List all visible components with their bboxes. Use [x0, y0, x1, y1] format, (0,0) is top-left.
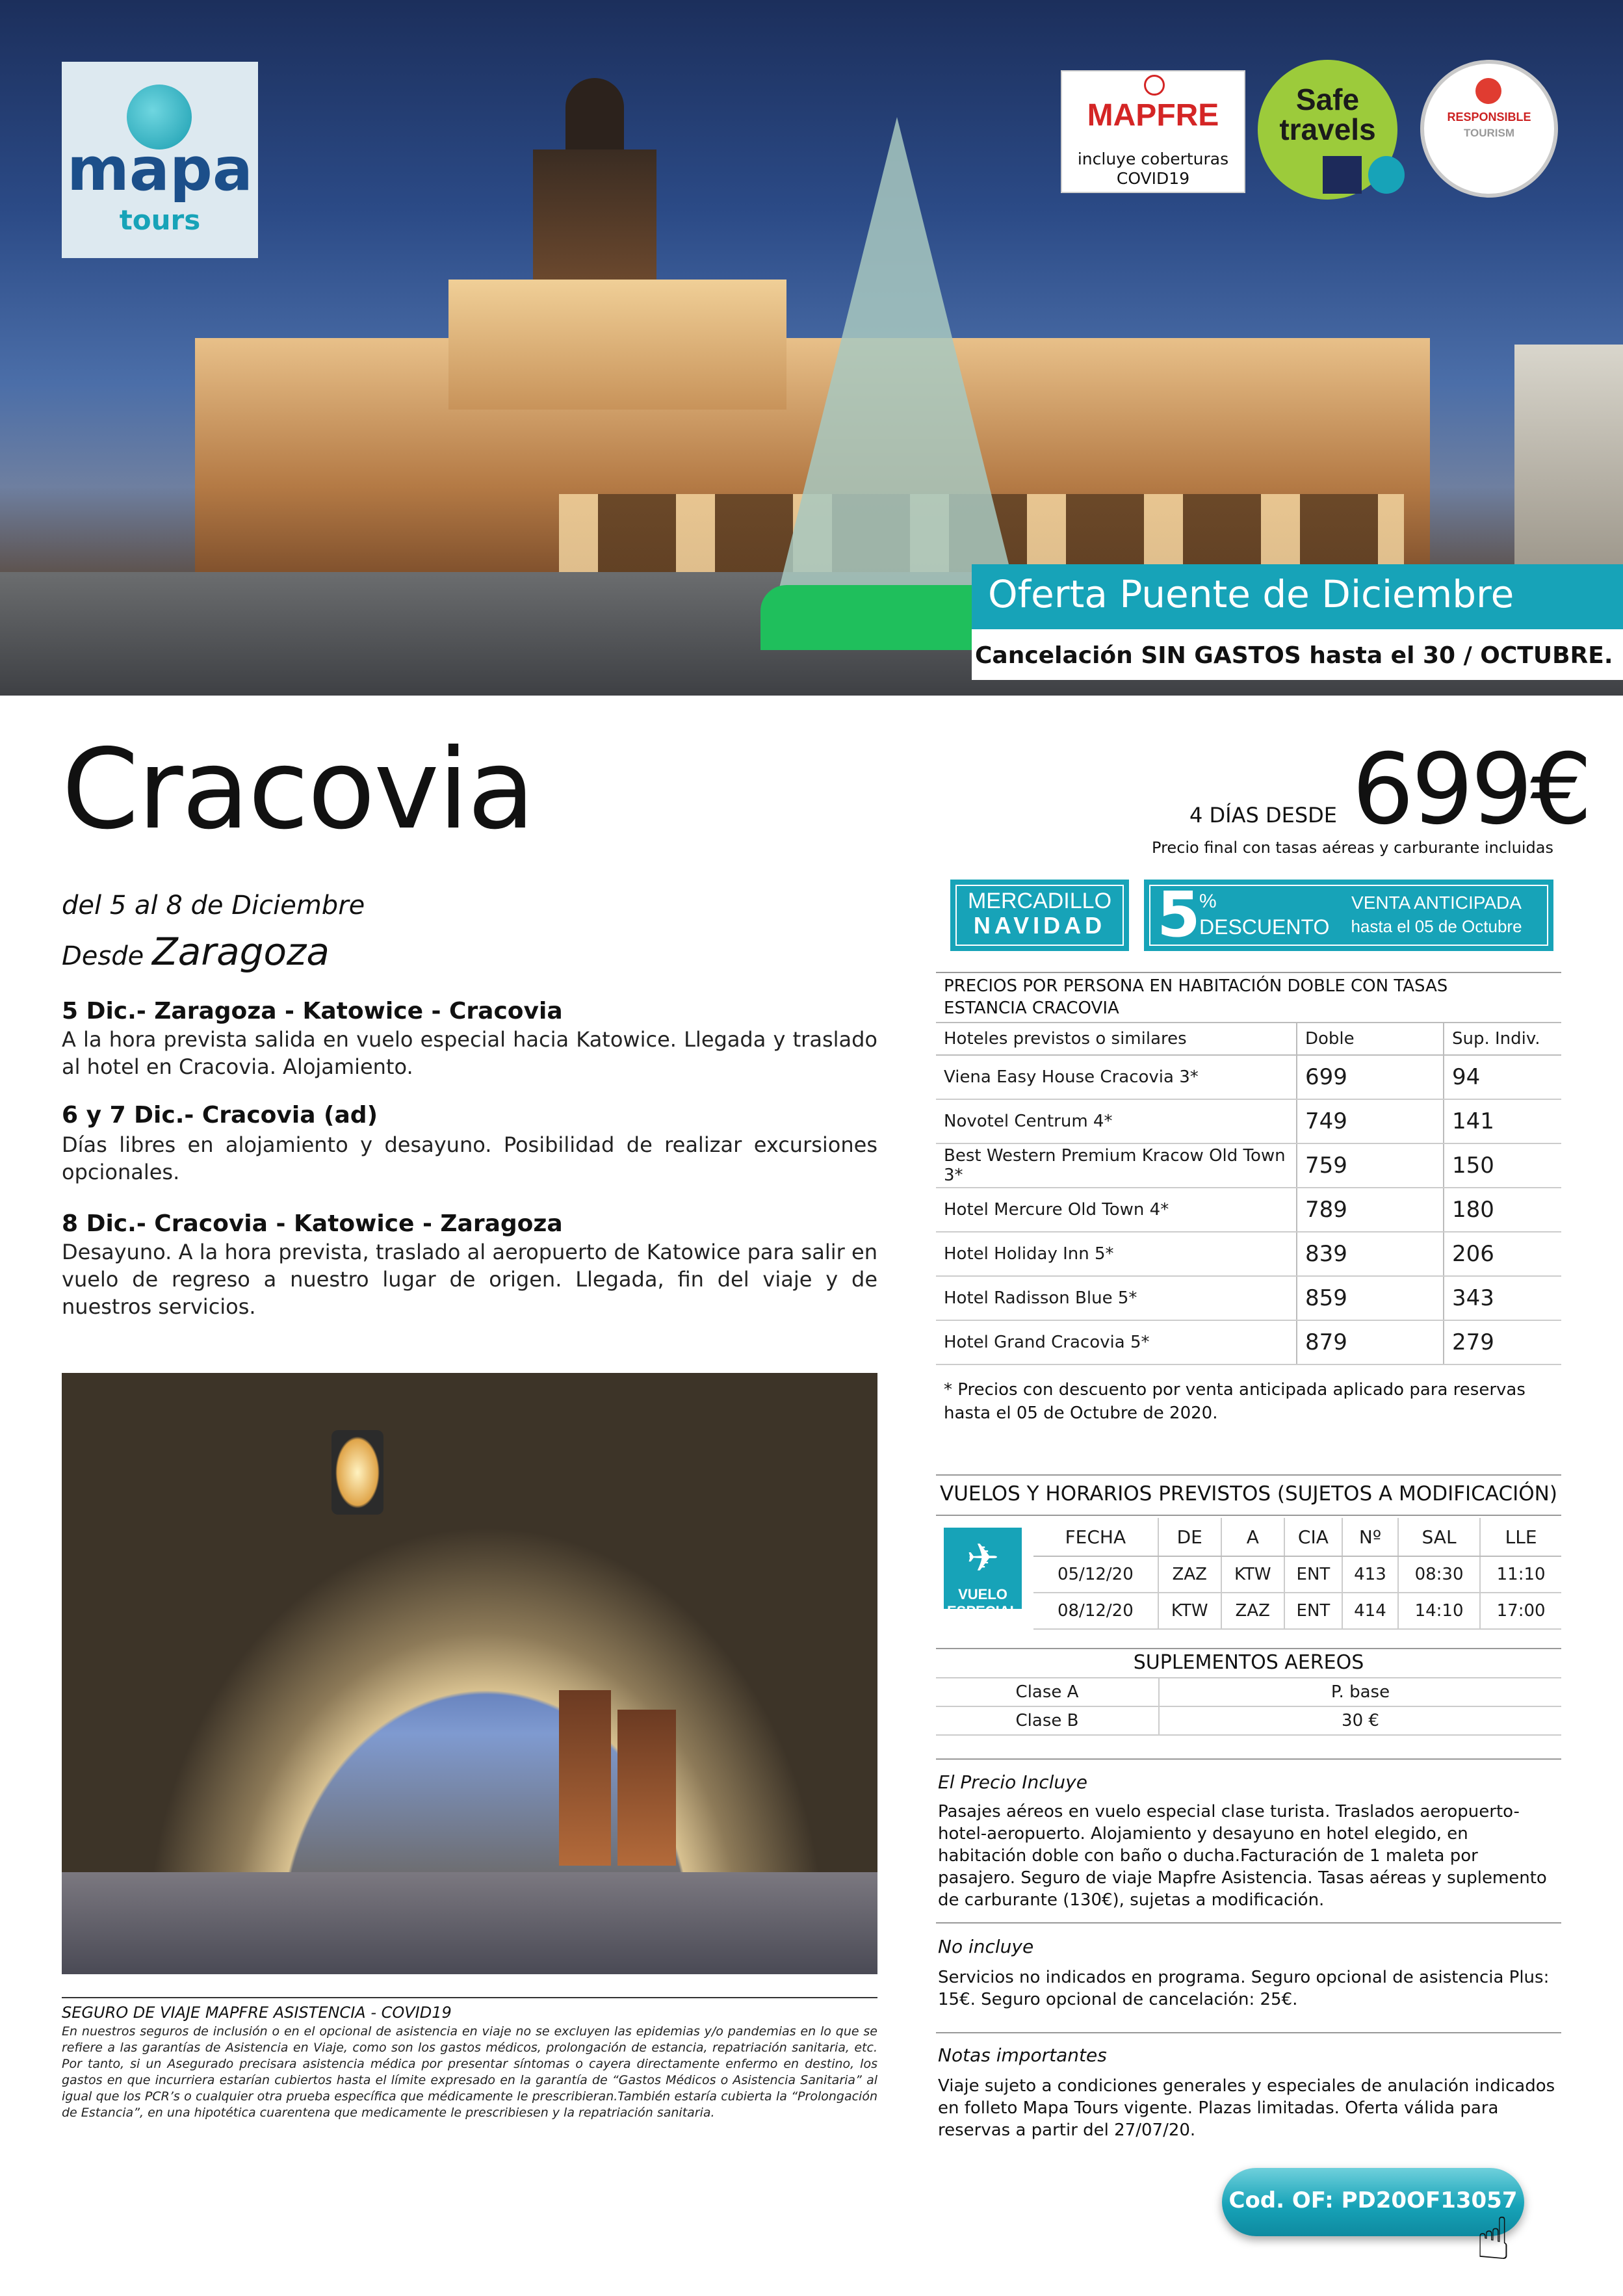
early-booking-title: VENTA ANTICIPADA [1351, 893, 1522, 913]
double-price: 879 [1297, 1320, 1444, 1364]
supplement-price: P. base [1159, 1678, 1561, 1706]
double-price: 759 [1297, 1143, 1444, 1188]
price-table-divider [936, 972, 1561, 973]
flight-arrival: 11:10 [1480, 1556, 1561, 1593]
price-table-heading: PRECIOS POR PERSONA EN HABITACIÓN DOBLE CON TASAS [944, 976, 1448, 996]
table-header-row [1033, 1518, 1561, 1556]
table-row [1033, 1593, 1561, 1629]
table-row [936, 1276, 1561, 1320]
table-header-row [936, 1023, 1561, 1055]
special-flight-text [944, 1586, 1022, 1620]
supplements-divider [936, 1648, 1561, 1649]
tourism-text: TOURISM [1463, 127, 1515, 139]
table-row [936, 1320, 1561, 1364]
price-amount: 699€ [1352, 733, 1590, 846]
mapfre-coverage-line2: COVID19 [1116, 169, 1190, 188]
supplement-class: Clase A [936, 1678, 1159, 1706]
lantern-icon [331, 1430, 383, 1515]
price-table-subheading: ESTANCIA CRACOVIA [944, 998, 1119, 1018]
double-price: 839 [1297, 1232, 1444, 1276]
table-row [936, 1232, 1561, 1276]
hotel-price-table [936, 1022, 1561, 1365]
discount-percent: % [1199, 891, 1217, 912]
trip-dates: del 5 al 8 de Diciembre [62, 891, 365, 920]
days-from-label: 4 DÍAS DESDE [1189, 803, 1338, 828]
single-supplement: 94 [1444, 1055, 1561, 1099]
logo-tours-text: tours [119, 204, 201, 236]
supplements-title: SUPLEMENTOS AEREOS [1133, 1651, 1364, 1674]
side-building [1514, 345, 1623, 572]
cancel-bold: SIN GASTOS [1141, 642, 1301, 669]
table-row [936, 1055, 1561, 1099]
column-header: Hoteles previstos o similares [936, 1023, 1297, 1055]
hotel-name: Hotel Grand Cracovia 5* [936, 1320, 1297, 1364]
mercadillo-line1: MERCADILLO [967, 889, 1112, 913]
column-header: CIA [1284, 1518, 1342, 1556]
flights-table [1033, 1518, 1561, 1630]
mapfre-name: MAPFRE [1087, 98, 1219, 133]
flight-date: 05/12/20 [1033, 1556, 1158, 1593]
notes-text: Viaje sujeto a condiciones generales y especiales de anulación indicados en folleto Mapa Tours vigente. Plazas limitadas. Oferta válida para reservas a partir del 27/07/20. [938, 2076, 1555, 2140]
column-header: LLE [1480, 1518, 1561, 1556]
excludes-text: Servicios no indicados en programa. Seguro opcional de asistencia Plus: 15€. Seguro opcional de cancelación: 25€. [938, 1968, 1550, 2009]
safe-travels-text: Safe travels [1279, 83, 1376, 146]
hotel-name: Novotel Centrum 4* [936, 1099, 1297, 1143]
single-supplement: 141 [1444, 1099, 1561, 1143]
flights-divider [936, 1515, 1561, 1516]
double-price: 699 [1297, 1055, 1444, 1099]
excludes-title: No incluye [938, 1936, 1034, 1957]
wttc-logo-icon [1323, 156, 1362, 194]
early-booking-deadline: hasta el 05 de Octubre [1351, 917, 1522, 936]
desde-city: Zaragoza [151, 930, 330, 974]
table-row [1033, 1556, 1561, 1593]
table-row [936, 1706, 1561, 1735]
insurance-divider [62, 1997, 877, 1998]
mapa-mini-logo-icon [1368, 156, 1405, 194]
hall-facade [448, 280, 786, 410]
market-square-ground [62, 1872, 877, 1974]
responsible-text: RESPONSIBLE [1447, 111, 1531, 124]
discount-note: * Precios con descuento por venta anticipada aplicado para reservas hasta el 05 de Octubre de 2020. [944, 1380, 1526, 1423]
notes-divider [936, 2032, 1561, 2033]
discount-number: 5 [1157, 878, 1201, 951]
mapfre-coverage-line1: incluye coberturas [1077, 150, 1229, 168]
offer-title: Oferta Puente de Diciembre [988, 572, 1514, 616]
hand-pointer-icon: ☝ [1475, 2205, 1511, 2273]
column-header: Sup. Indiv. [1444, 1023, 1561, 1055]
includes-text: Pasajes aéreos en vuelo especial clase turista. Traslados aeropuerto-hotel-aeropuerto. Alojamiento y desayuno en hotel elegido, en habitación doble con baño o ducha.Facturación de 1 maleta por pasajero. Seguro de viaje Mapfre Asistencia. Tasas aéreas y suplemento de carburante (130€), sujetas a modificación. [938, 1802, 1547, 1910]
departure-city [62, 930, 330, 974]
flight-departure: 14:10 [1398, 1593, 1480, 1629]
special-flight-line1: VUELO [958, 1586, 1007, 1602]
column-header: Nº [1342, 1518, 1398, 1556]
hotel-name: Hotel Holiday Inn 5* [936, 1232, 1297, 1276]
column-header: SAL [1398, 1518, 1480, 1556]
plane-icon: ✈ [967, 1535, 1000, 1581]
single-supplement: 180 [1444, 1188, 1561, 1232]
insurance-text: En nuestros seguros de inclusión o en el opcional de asistencia en viaje no se excluyen las epidemias y/o pandemias en lo que se refiere a las garantías de Asistencia en Viaje, como son los gastos médicos, prolongación de estancia, repatriación sanitaria, etc. Por tanto, si un Asegurado precisara asistencia médica por presentar síntomas o cayera directamente enfermo en destino, los gastos en que incurriera estarían cubiertos hasta el límite expresado en la garantía de “Gastos Médicos o Asistencia Sanitaria” al igual que los PCR’s o cualquier otra prueba específica que médicamente le prescribieran.También estaría cubierta la “Prolongación de Estancia”, en una hipotética cuarentena que medicamente le prescribiesen y la repatriación sanitaria. [62, 2024, 877, 2120]
cancel-suffix: hasta el 30 / OCTUBRE. [1301, 642, 1613, 669]
insurance-title: SEGURO DE VIAJE MAPFRE ASISTENCIA - COVID19 [62, 2003, 452, 2022]
supplements-table [936, 1677, 1561, 1736]
mapfre-emblem-icon [1144, 75, 1165, 96]
notes-title: Notas importantes [938, 2044, 1107, 2066]
responsible-seal-icon [1475, 78, 1501, 104]
column-header: DE [1158, 1518, 1221, 1556]
hotel-name: Best Western Premium Kracow Old Town 3* [936, 1143, 1297, 1188]
destination-title: Cracovia [62, 725, 534, 854]
includes-title: El Precio Incluye [938, 1771, 1087, 1793]
single-supplement: 279 [1444, 1320, 1561, 1364]
desde-label: Desde [62, 941, 152, 971]
flights-divider-top [936, 1474, 1561, 1476]
price-note: Precio final con tasas aéreas y carburante incluidas [1152, 839, 1553, 857]
table-row [936, 1188, 1561, 1232]
logo-mapa-text: mapa [67, 135, 253, 204]
flight-number: 414 [1342, 1593, 1398, 1629]
itinerary-day-text: Desayuno. A la hora prevista, traslado al aeropuerto de Katowice para salir en vuelo de regreso a nuestro lugar de origen. Llegada, fin del viaje y de nuestros servicios. [62, 1240, 877, 1319]
itinerary-day-title: 6 y 7 Dic.- Cracovia (ad) [62, 1102, 378, 1128]
church-tower-right [617, 1710, 676, 1866]
includes-divider [936, 1758, 1561, 1760]
table-row [936, 1678, 1561, 1706]
cancel-prefix: Cancelación [975, 642, 1141, 669]
hotel-name: Hotel Radisson Blue 5* [936, 1276, 1297, 1320]
church-tower-left [559, 1690, 611, 1866]
double-price: 859 [1297, 1276, 1444, 1320]
itinerary-day-text: Días libres en alojamiento y desayuno. Posibilidad de realizar excursiones opcionales. [62, 1132, 877, 1184]
offer-code-label[interactable]: Cod. OF: PD20OF13057 [1228, 2187, 1518, 2213]
flight-from: KTW [1158, 1593, 1221, 1629]
flight-airline: ENT [1284, 1556, 1342, 1593]
excludes-divider [936, 1922, 1561, 1924]
itinerary-day-title: 8 Dic.- Cracovia - Katowice - Zaragoza [62, 1210, 563, 1237]
flight-to: KTW [1221, 1556, 1284, 1593]
flight-departure: 08:30 [1398, 1556, 1480, 1593]
flight-to: ZAZ [1221, 1593, 1284, 1629]
table-row [936, 1099, 1561, 1143]
mercadillo-line2: NAVIDAD [973, 912, 1106, 939]
cancellation-text [975, 642, 1623, 669]
table-row [936, 1143, 1561, 1188]
itinerary-day-title: 5 Dic.- Zaragoza - Katowice - Cracovia [62, 998, 563, 1024]
hotel-name: Hotel Mercure Old Town 4* [936, 1188, 1297, 1232]
flight-from: ZAZ [1158, 1556, 1221, 1593]
single-supplement: 206 [1444, 1232, 1561, 1276]
christmas-tree [767, 117, 1027, 637]
itinerary-day-text: A la hora prevista salida en vuelo especial hacia Katowice. Llegada y traslado al hotel en Cracovia. Alojamiento. [62, 1027, 877, 1079]
special-flight-line2: ESPECIAL [946, 1603, 1019, 1619]
flight-date: 08/12/20 [1033, 1593, 1158, 1629]
single-supplement: 343 [1444, 1276, 1561, 1320]
discount-label: DESCUENTO [1199, 915, 1330, 939]
flight-arrival: 17:00 [1480, 1593, 1561, 1629]
flight-airline: ENT [1284, 1593, 1342, 1629]
double-price: 789 [1297, 1188, 1444, 1232]
supplement-price: 30 € [1159, 1706, 1561, 1735]
column-header: Doble [1297, 1023, 1444, 1055]
flights-title: VUELOS Y HORARIOS PREVISTOS (SUJETOS A MODIFICACIÓN) [940, 1482, 1557, 1506]
single-supplement: 150 [1444, 1143, 1561, 1188]
column-header: FECHA [1033, 1518, 1158, 1556]
double-price: 749 [1297, 1099, 1444, 1143]
supplement-class: Clase B [936, 1706, 1159, 1735]
tower-spire [565, 78, 624, 156]
column-header: A [1221, 1518, 1284, 1556]
hotel-name: Viena Easy House Cracovia 3* [936, 1055, 1297, 1099]
flight-number: 413 [1342, 1556, 1398, 1593]
